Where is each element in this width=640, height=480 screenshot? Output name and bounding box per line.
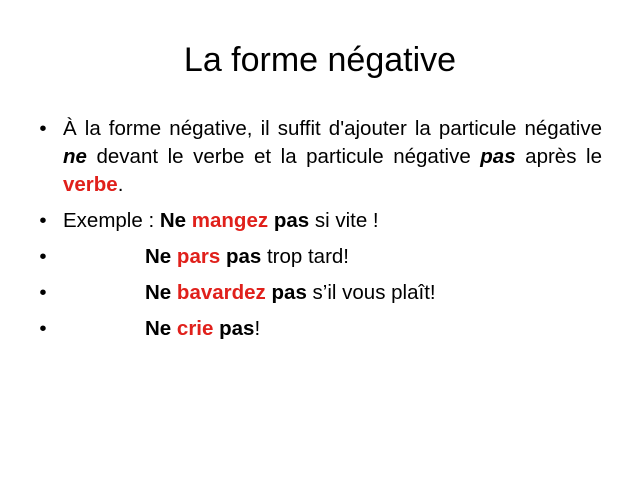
bullet-list	[36, 115, 602, 351]
bullet-rule	[36, 115, 602, 199]
neg-ne: Ne	[145, 281, 172, 304]
example-rest: si vite !	[309, 209, 379, 232]
verb: pars	[176, 245, 221, 268]
particle-pas: pas	[480, 145, 516, 168]
neg-pas: pas	[273, 209, 310, 232]
neg-ne: Ne	[159, 209, 187, 232]
bullet-icon: •	[39, 117, 47, 140]
example-rest: trop tard!	[261, 245, 350, 268]
bullet-icon: •	[39, 317, 47, 340]
example-rest: s’il vous plaît!	[306, 281, 436, 304]
neg-pas: pas	[271, 281, 307, 304]
bullet-example-4	[36, 315, 602, 343]
bullet-example-2	[36, 243, 602, 271]
verb: bavardez	[176, 281, 266, 304]
verb: mangez	[191, 209, 269, 232]
bullet-icon: •	[39, 281, 47, 304]
particle-ne: ne	[63, 145, 87, 168]
example-rest: !	[254, 317, 261, 340]
neg-ne: Ne	[145, 317, 172, 340]
rule-text: À la forme négative, il suffit d'ajouter la particule négative ne devant le verbe et la particule négative pas après le verbe.	[63, 117, 602, 196]
bullet-example-1	[36, 207, 602, 235]
bullet-icon: •	[39, 209, 47, 232]
neg-pas: pas	[219, 317, 255, 340]
neg-ne: Ne	[145, 245, 172, 268]
verb: crie	[176, 317, 214, 340]
neg-pas: pas	[225, 245, 262, 268]
bullet-example-3	[36, 279, 602, 307]
bullet-icon: •	[39, 245, 47, 268]
slide-title: La forme négative	[183, 41, 457, 79]
example-label: Exemple :	[63, 209, 160, 232]
word-verbe: verbe	[63, 173, 118, 196]
